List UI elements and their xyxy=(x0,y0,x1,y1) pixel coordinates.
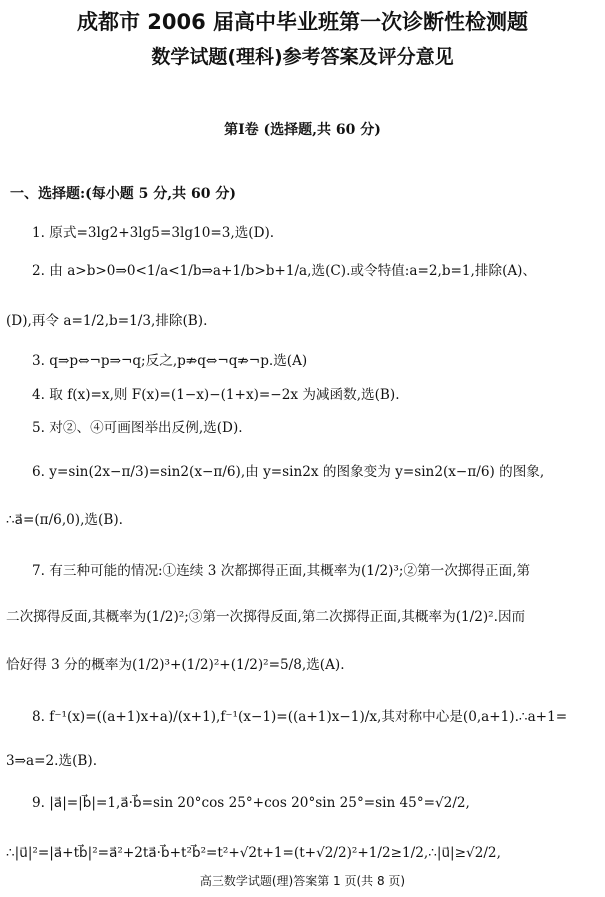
answer-6-cont: ∴a⃗=(π/6,0),选(B). xyxy=(6,512,123,528)
answer-7: 7. 有三种可能的情况:①连续 3 次都掷得正面,其概率为(1/2)³;②第一次掷得正面,第 xyxy=(32,563,531,579)
section-heading: 一、选择题:(每小题 5 分,共 60 分) xyxy=(10,186,237,202)
answer-9-cont: ∴|u⃗|²=|a⃗+tb⃗|²=a⃗²+2ta⃗·b⃗+t²b⃗²=t²+√2t+1=(t+√2/2)²+1/2≥1/2,∴|u⃗|≥√2/2, xyxy=(6,845,501,861)
answer-4: 4. 取 f(x)=x,则 F(x)=(1−x)−(1+x)=−2x 为减函数,选(B). xyxy=(32,387,400,403)
answer-3: 3. q⇒p⇔¬p⇒¬q;反之,p⇏q⇔¬q⇏¬p.选(A) xyxy=(32,353,308,369)
volume-heading: 第Ⅰ卷 (选择题,共 60 分) xyxy=(224,122,381,138)
answer-7-cont-1: 二次掷得反面,其概率为(1/2)²;③第一次掷得反面,第二次掷得正面,其概率为(1/2)².因而 xyxy=(6,609,526,625)
document-subtitle: 数学试题(理科)参考答案及评分意见 xyxy=(151,46,454,68)
answer-9: 9. |a⃗|=|b⃗|=1,a⃗·b⃗=sin 20°cos 25°+cos 20°sin 25°=sin 45°=√2/2, xyxy=(32,795,470,811)
answer-2: 2. 由 a>b>0⇒0<1/a<1/b⇒a+1/b>b+1/a,选(C).或令特值:a=2,b=1,排除(A)、 xyxy=(32,263,537,279)
page-footer: 高三数学试题(理)答案第 1 页(共 8 页) xyxy=(199,874,406,888)
answer-8: 8. f⁻¹(x)=((a+1)x+a)/(x+1),f⁻¹(x−1)=((a+1)x−1)/x,其对称中心是(0,a+1).∴a+1= xyxy=(32,709,568,725)
answer-8-cont: 3⇒a=2.选(B). xyxy=(6,753,98,769)
answer-5: 5. 对②、④可画图举出反例,选(D). xyxy=(32,420,243,436)
answer-1: 1. 原式=3lg2+3lg5=3lg10=3,选(D). xyxy=(32,225,275,241)
answer-2-cont: (D),再令 a=1/2,b=1/3,排除(B). xyxy=(6,313,208,329)
document-title: 成都市 2006 届高中毕业班第一次诊断性检测题 xyxy=(76,10,529,34)
answer-6: 6. y=sin(2x−π/3)=sin2(x−π/6),由 y=sin2x 的图象变为 y=sin2(x−π/6) 的图象, xyxy=(32,464,545,480)
answer-7-cont-2: 恰好得 3 分的概率为(1/2)³+(1/2)²+(1/2)²=5/8,选(A). xyxy=(6,657,345,673)
